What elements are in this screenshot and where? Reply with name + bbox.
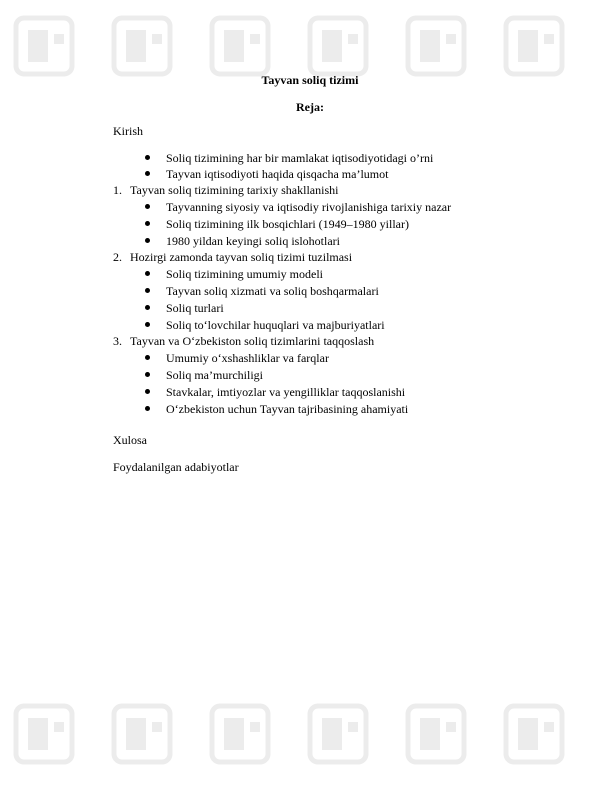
bullet-icon [145,406,150,411]
intro-heading: Kirish [113,124,143,138]
bullet-icon [145,288,150,293]
list-item: Umumiy o‘xshashliklar va farqlar [166,350,329,366]
bullet-icon [145,238,150,243]
bullet-icon [145,305,150,310]
list-item: Soliq tizimining umumiy modeli [166,266,323,282]
list-item: Soliq tizimining ilk bosqichlari (1949–1980 yillar) [166,216,409,232]
conclusion-heading: Xulosa [113,433,147,447]
bullet-icon [145,355,150,360]
list-item: 1980 yildan keyingi soliq islohotlari [166,233,340,249]
bullet-icon [145,171,150,176]
bullet-icon [145,389,150,394]
bullet-icon [145,271,150,276]
section-heading: 1. Tayvan soliq tizimining tarixiy shakllanishi [113,183,339,197]
list-item: Soliq turlari [166,300,224,316]
section-heading: 3. Tayvan va O‘zbekiston soliq tizimlarini taqqoslash [113,334,375,348]
document-title: Tayvan soliq tizimi [261,73,359,87]
bullet-icon [145,204,150,209]
section-heading: 2. Hozirgi zamonda tayvan soliq tizimi tuzilmasi [113,250,353,264]
bullet-icon [145,372,150,377]
list-item: Soliq tizimining har bir mamlakat iqtisodiyotidagi o’rni [166,150,433,166]
bullet-icon [145,221,150,226]
document-subtitle: Reja: [296,100,324,114]
bullet-icon [145,322,150,327]
list-item: Soliq ma’murchiligi [166,367,263,383]
list-item: Tayvan iqtisodiyoti haqida qisqacha ma’lumot [166,166,388,182]
bullet-icon [145,155,150,160]
list-item: Stavkalar, imtiyozlar va yengilliklar taqqoslanishi [166,384,405,400]
list-item: Soliq to‘lovchilar huquqlari va majburiyatlari [166,317,385,333]
list-item: O‘zbekiston uchun Tayvan tajribasining ahamiyati [166,401,408,417]
list-item: Tayvan soliq xizmati va soliq boshqarmalari [166,283,379,299]
references-heading: Foydalanilgan adabiyotlar [113,460,239,474]
list-item: Tayvanning siyosiy va iqtisodiy rivojlanishiga tarixiy nazar [166,199,451,215]
